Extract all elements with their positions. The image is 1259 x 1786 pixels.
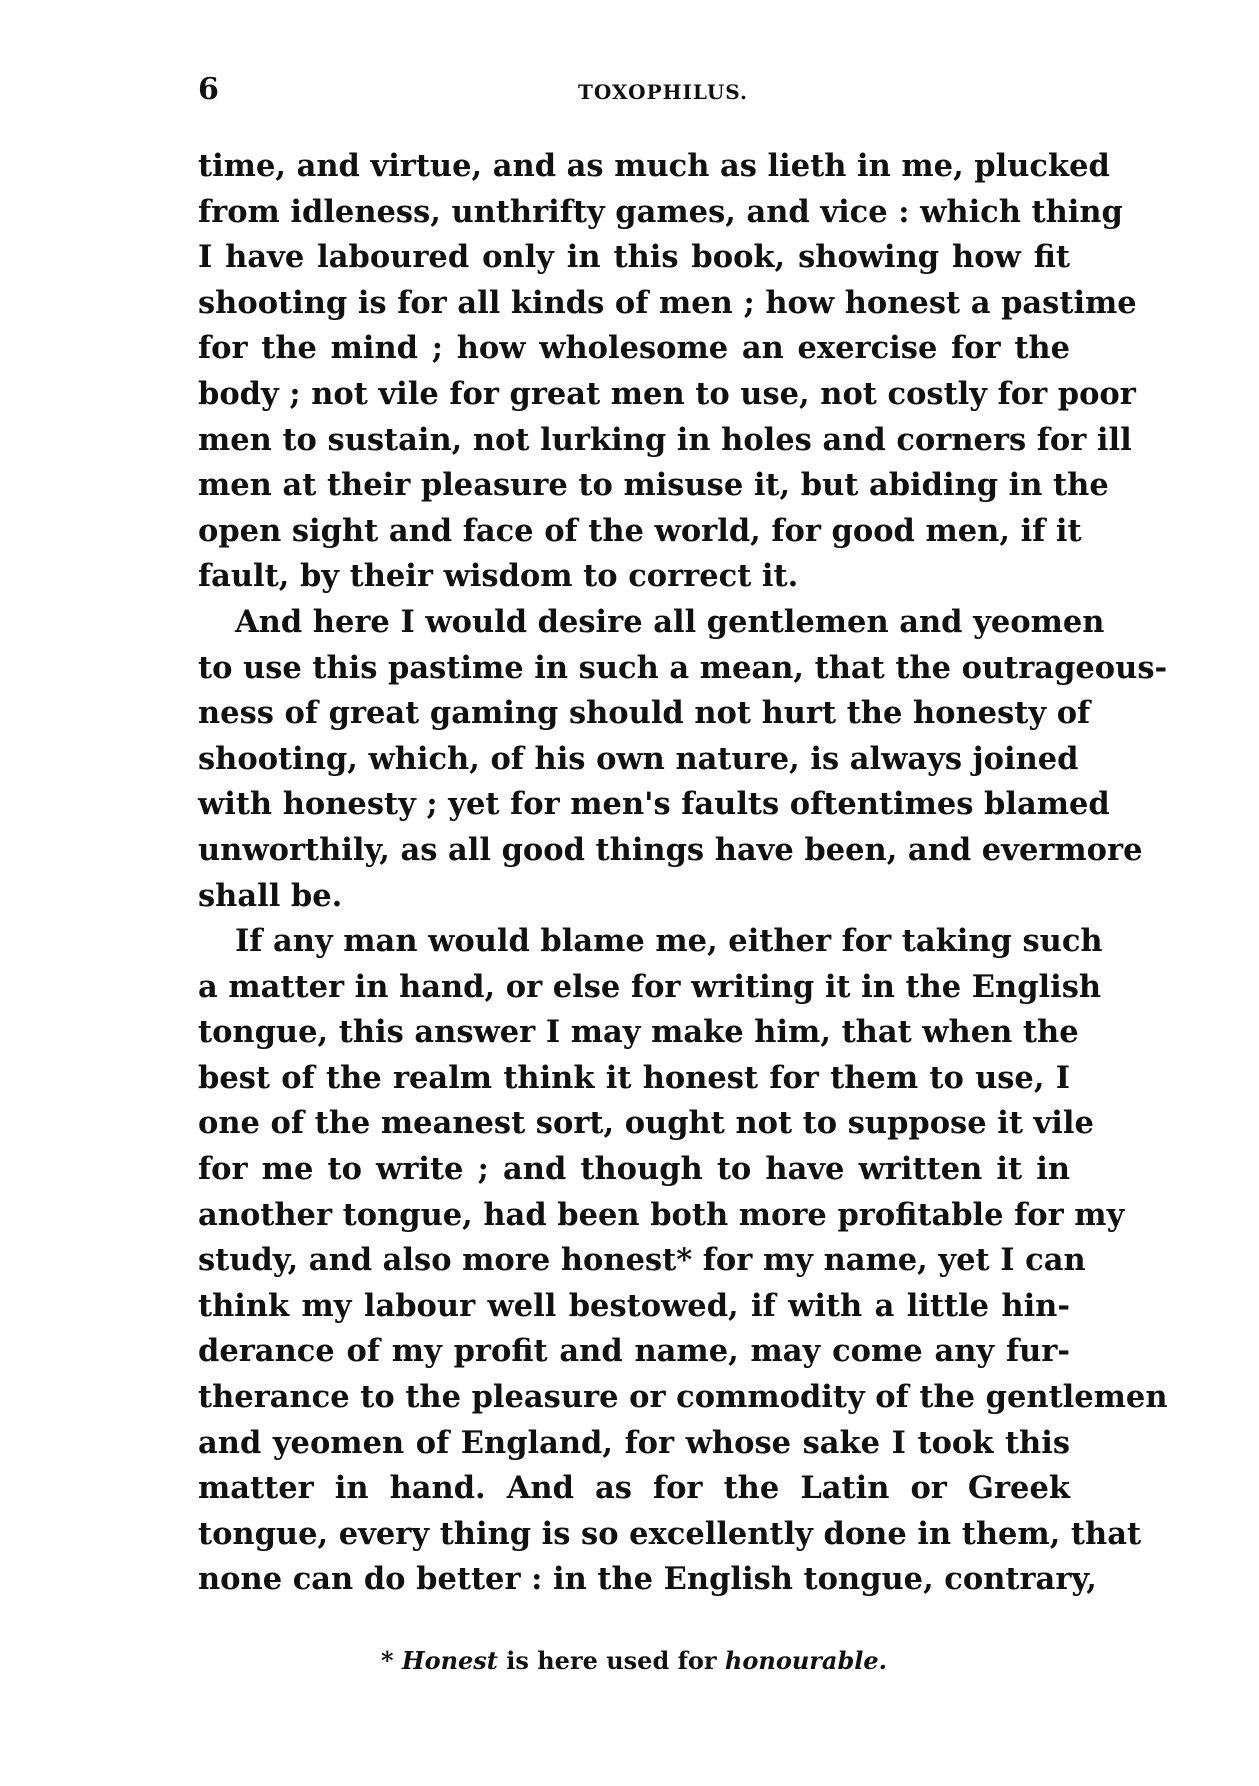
text-line: tongue, every thing is so excellently done in them, that bbox=[198, 1515, 1142, 1552]
text-line: shall be. bbox=[198, 877, 343, 914]
text-line: study, and also more honest* for my name, yet I can bbox=[198, 1242, 1086, 1279]
text-line: with honesty ; yet for men's faults oftentimes blamed bbox=[198, 786, 1110, 823]
text-line: unworthily, as all good things have been, and evermore bbox=[198, 831, 1143, 868]
text-line: fault, by their wisdom to correct it. bbox=[198, 558, 799, 595]
page-number: 6 bbox=[198, 72, 219, 107]
paragraph-3 bbox=[198, 919, 1168, 1603]
text-line: think my labour well bestowed, if with a little hin- bbox=[198, 1287, 1070, 1324]
text-line: If any man would blame me, either for taking such bbox=[235, 923, 1103, 960]
text-line: none can do better : in the English tongue, contrary, bbox=[198, 1561, 1097, 1598]
footnote-meaning: honourable. bbox=[724, 1646, 888, 1675]
text-line: for me to write ; and though to have written it in bbox=[198, 1151, 1070, 1188]
text-line: men at their pleasure to misuse it, but abiding in the bbox=[198, 467, 1109, 504]
text-line: men to sustain, not lurking in holes and corners for ill bbox=[198, 421, 1132, 458]
text-line: another tongue, had been both more profitable for my bbox=[198, 1196, 1125, 1233]
text-line: open sight and face of the world, for good men, if it bbox=[198, 512, 1082, 549]
text-line: body ; not vile for great men to use, not costly for poor bbox=[198, 375, 1136, 412]
footnote bbox=[198, 1646, 1070, 1675]
text-line: best of the realm think it honest for them to use, I bbox=[198, 1059, 1070, 1096]
text-line: derance of my profit and name, may come any fur- bbox=[198, 1333, 1070, 1370]
text-line: for the mind ; how wholesome an exercise for the bbox=[198, 330, 1070, 367]
text-line: to use this pastime in such a mean, that the outrageous- bbox=[198, 649, 1168, 686]
text-line: tongue, this answer I may make him, that when the bbox=[198, 1014, 1079, 1051]
footnote-term: Honest bbox=[401, 1646, 498, 1675]
text-line: shooting, which, of his own nature, is always joined bbox=[198, 740, 1079, 777]
text-line: And here I would desire all gentlemen and yeomen bbox=[235, 603, 1105, 640]
text-line: shooting is for all kinds of men ; how honest a pastime bbox=[198, 284, 1137, 321]
text-line: from idleness, unthrifty games, and vice : which thing bbox=[198, 193, 1123, 230]
footnote-marker: * bbox=[380, 1646, 394, 1675]
text-line: and yeomen of England, for whose sake I took this bbox=[198, 1424, 1070, 1461]
text-line: matter in hand. And as for the Latin or Greek bbox=[198, 1470, 1070, 1507]
text-line: ness of great gaming should not hurt the honesty of bbox=[198, 695, 1091, 732]
text-line: one of the meanest sort, ought not to suppose it vile bbox=[198, 1105, 1094, 1142]
text-line: I have laboured only in this book, showing how fit bbox=[198, 239, 1070, 276]
body-text bbox=[198, 144, 1168, 1603]
text-line: a matter in hand, or else for writing it in the English bbox=[198, 968, 1102, 1005]
paragraph-2 bbox=[198, 600, 1168, 919]
paragraph-1 bbox=[198, 144, 1137, 600]
text-line: time, and virtue, and as much as lieth in me, plucked bbox=[198, 148, 1110, 184]
text-line: therance to the pleasure or commodity of the gentlemen bbox=[198, 1379, 1168, 1416]
running-title: TOXOPHILUS. bbox=[578, 80, 748, 104]
page-header bbox=[198, 72, 1068, 122]
footnote-text: is here used for bbox=[497, 1646, 725, 1675]
